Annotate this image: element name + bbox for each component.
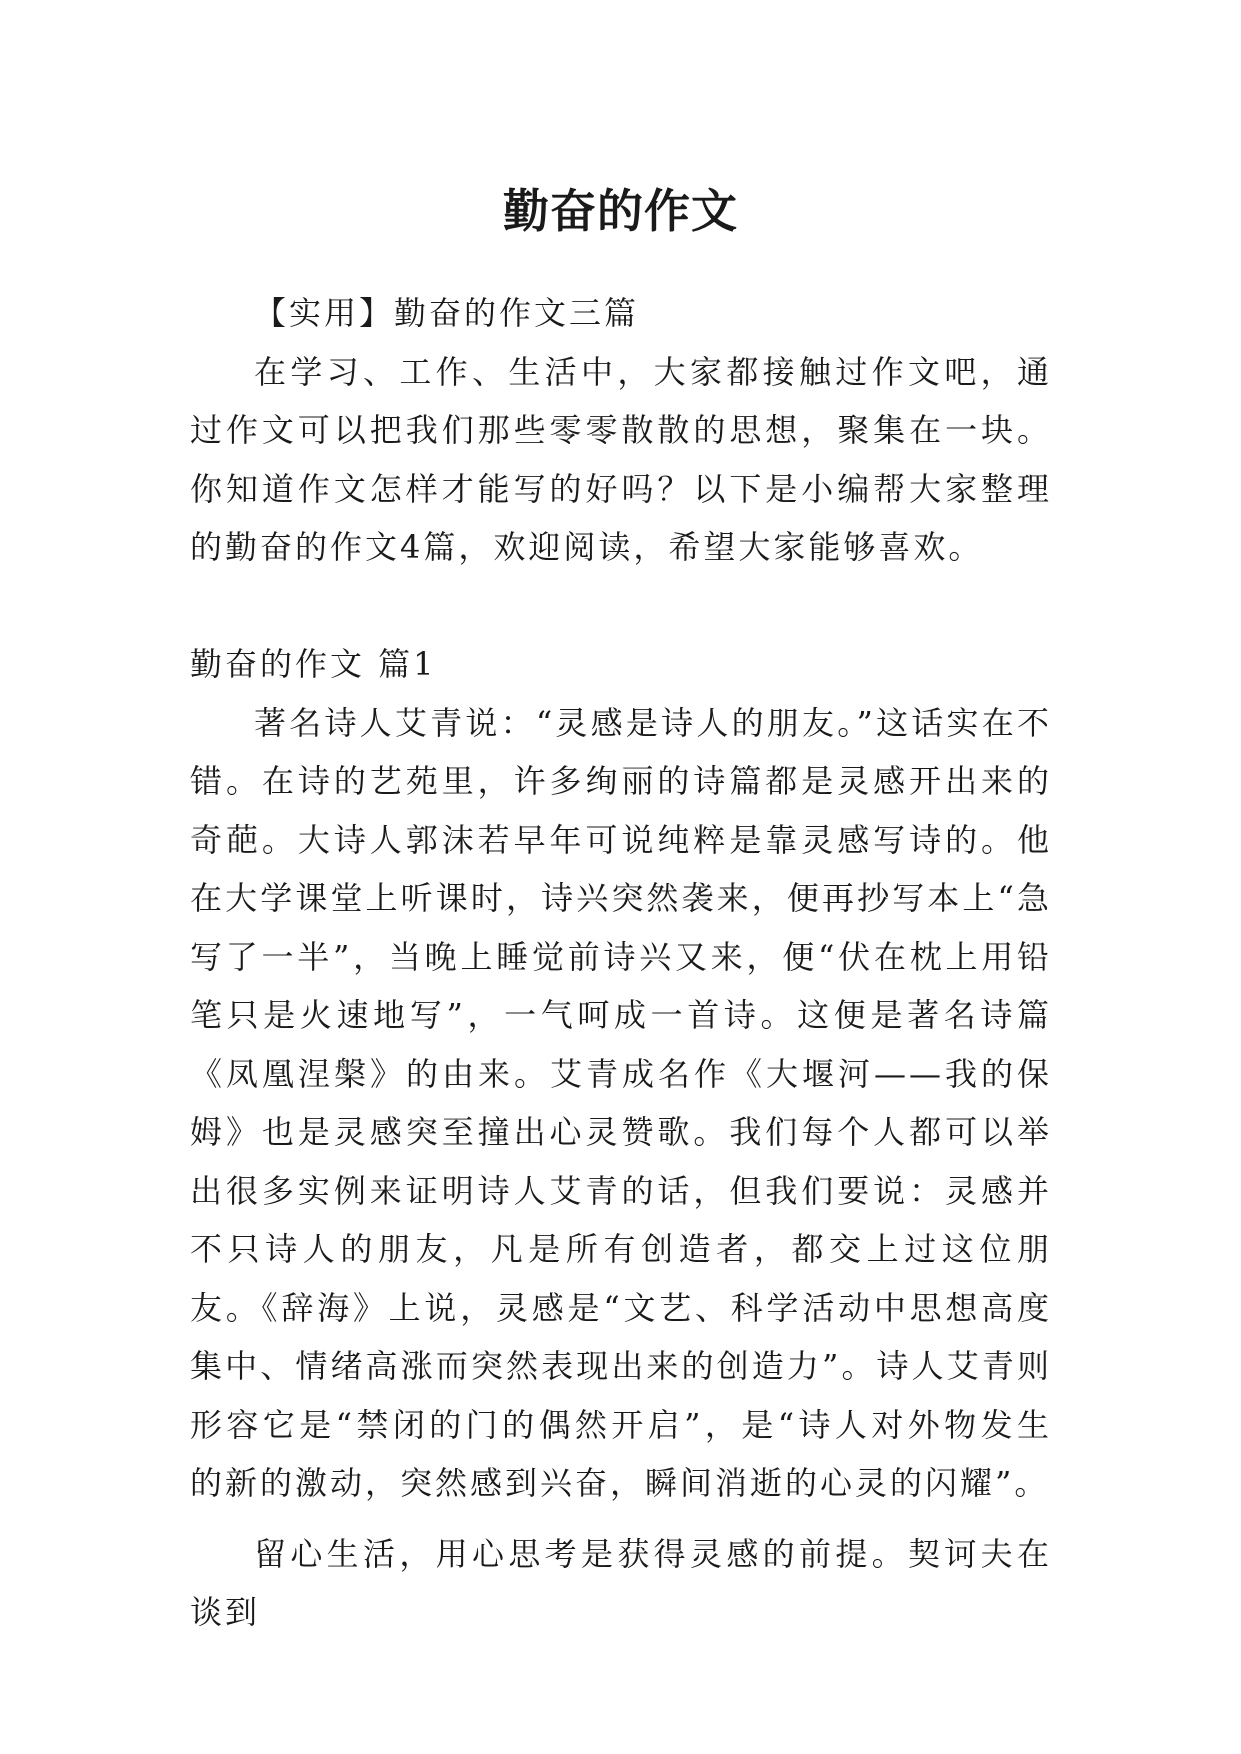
body-paragraph: 著名诗人艾青说：“灵感是诗人的朋友。”这话实在不错。在诗的艺苑里，许多绚丽的诗篇都是灵感开出来的奇葩。大诗人郭沫若早年可说纯粹是靠灵感写诗的。他在大学课堂上听课时，诗兴突然袭来，便再抄写本上“急写了一半”，当晚上睡觉前诗兴又来，便“伏在枕上用铅笔只是火速地写”，一气呵成一首诗。这便是著名诗篇《凤凰涅槃》的由来。艾青成名作《大堰河——我的保姆》也是灵感突至撞出心灵赞歌。我们每个人都可以举出很多实例来证明诗人艾青的话，但我们要说：灵感并不只诗人的朋友，凡是所有创造者，都交上过这位朋友。《辞海》上说，灵感是“文艺、科学活动中思想高度集中、情绪高涨而突然表现出来的创造力”。诗人艾青则形容它是“禁闭的门的偶然开启”，是“诗人对外物发生的新的激动，突然感到兴奋，瞬间消逝的心灵的闪耀”。 bbox=[190, 703, 1052, 1502]
document-subtitle: 【实用】勤奋的作文三篇 bbox=[254, 294, 640, 332]
intro-paragraph: 在学习、工作、生活中，大家都接触过作文吧，通过作文可以把我们那些零零散散的思想，聚集在一块。你知道作文怎样才能写的好吗？以下是小编帮大家整理的勤奋的作文4篇，欢迎阅读，希望大家能够喜欢。 bbox=[190, 352, 1052, 566]
section-heading: 勤奋的作文 篇1 bbox=[190, 645, 437, 683]
body-paragraph: 留心生活，用心思考是获得灵感的前提。契诃夫在谈到 bbox=[190, 1534, 1052, 1631]
paragraph-gap bbox=[190, 577, 1052, 636]
document-title: 勤奋的作文 bbox=[503, 183, 738, 238]
document-body bbox=[190, 284, 1052, 1642]
